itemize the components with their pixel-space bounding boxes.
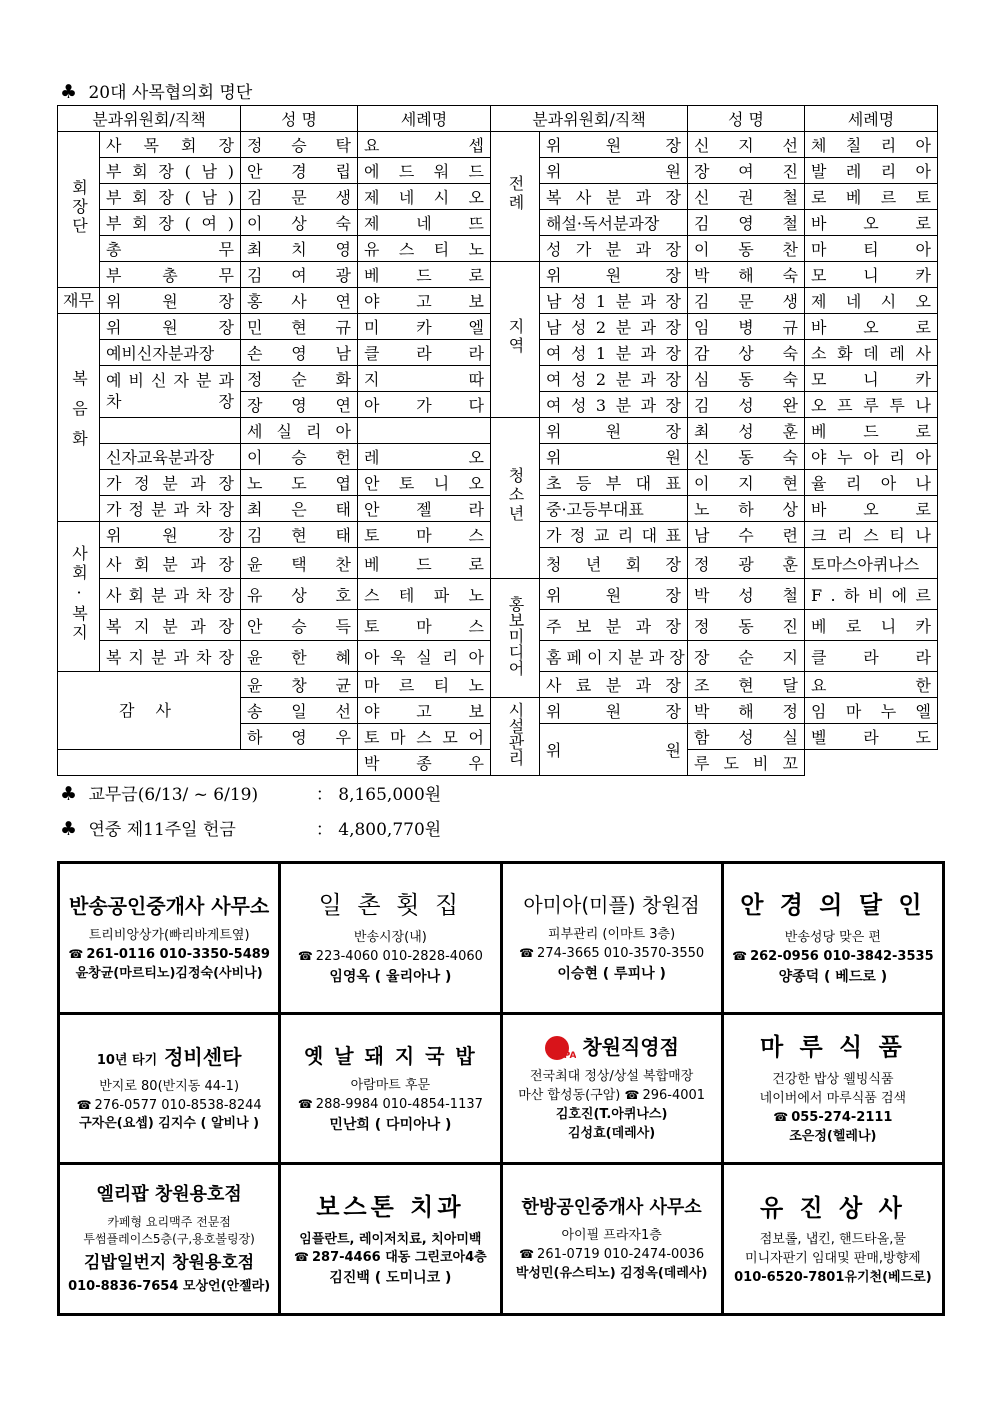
- role: [100, 418, 241, 444]
- ad-person: 임영옥 ( 율리아나 ): [329, 968, 452, 985]
- group-bogeumhwa: 복음화: [58, 314, 100, 522]
- table-row: [58, 262, 938, 288]
- group-sahoe-bokji: 사회·복지: [58, 522, 100, 672]
- ad-name: 일 촌 횟 집: [318, 891, 463, 920]
- baptismal-name: 안 토 니 오: [358, 470, 491, 496]
- name: 신 지 선: [688, 132, 805, 158]
- roster-title-text: 20대 사목협의회 명단: [88, 83, 253, 103]
- name: 노 하 상: [688, 496, 805, 522]
- baptismal-name: 오 프 루 투 나: [805, 392, 938, 418]
- role: 위 원 장: [100, 314, 241, 340]
- baptismal-name: 베 드 로: [805, 418, 938, 444]
- name: 김 현 태: [241, 522, 358, 548]
- ad-person: 양종덕 ( 베드로 ): [778, 968, 888, 985]
- name: 이 동 찬: [688, 236, 805, 262]
- baptismal-name: 마 르 티 노: [358, 672, 491, 698]
- ad-phone: 261-0116 010-3350-5489: [86, 946, 270, 962]
- role: 사 료 분 과 장: [540, 672, 688, 698]
- baptismal-name: [358, 418, 491, 444]
- baptismal-name: 야 고 보: [358, 288, 491, 314]
- ad-line: 피부관리 (이마트 3층): [548, 927, 676, 943]
- baptismal-name: 베 드 로: [358, 548, 491, 579]
- name: 홍 사 연: [241, 288, 358, 314]
- name: 박 종 우: [358, 750, 491, 776]
- name: 윤 택 찬: [241, 548, 358, 579]
- ad-line: 임플란트, 레이저치료, 치아미백: [299, 1231, 482, 1247]
- role: 가 정 교 리 대 표: [540, 522, 688, 548]
- name: 조 현 달: [688, 672, 805, 698]
- name: 심 동 숙: [688, 366, 805, 392]
- name: 김 영 철: [688, 210, 805, 236]
- baptismal-name: 임 마 누 엘: [805, 698, 938, 724]
- ad-name: 옛 날 돼 지 국 밥: [304, 1044, 477, 1068]
- ad-person: 김성효(데레사): [568, 1125, 656, 1141]
- role: 위 원 장: [100, 522, 241, 548]
- ad-phone: 274-3665 010-3570-3550: [537, 946, 705, 962]
- finance-value: ： 8,165,000원: [315, 785, 442, 805]
- ad-line: 마산 합성동(구암): [518, 1088, 621, 1104]
- col-header: 성 명: [688, 106, 805, 132]
- baptismal-name: 유 스 티 노: [358, 236, 491, 262]
- baptismal-name: 바 오 로: [805, 496, 938, 522]
- baptismal-name: 레 오: [358, 444, 491, 470]
- role: 가 정 분 과 장: [100, 470, 241, 496]
- baptismal-name: 마 티 아: [805, 236, 938, 262]
- ad-phone: 296-4001: [642, 1088, 706, 1104]
- name: 최 치 영: [241, 236, 358, 262]
- role: 총 무: [100, 236, 241, 262]
- role: 부 회 장 ( 남 ): [100, 158, 241, 184]
- baptismal-name: 모 니 카: [805, 366, 938, 392]
- name: 정 광 훈: [688, 548, 805, 579]
- ad-box: [60, 1015, 278, 1163]
- role: 위 원: [540, 724, 688, 776]
- name: 세 실 리 아: [241, 418, 358, 444]
- role: 위 원 장: [540, 262, 688, 288]
- ad-subname: 김밥일번지 창원용호점: [84, 1252, 255, 1273]
- ad-name: 안 경 의 달 인: [740, 890, 926, 920]
- name: 신 동 숙: [688, 444, 805, 470]
- ad-name-prefix: 10년 타기: [96, 1052, 158, 1068]
- ad-line: 아이필 프라자1층: [561, 1227, 662, 1243]
- phone-icon: ☎: [519, 1246, 535, 1261]
- baptismal-name: 요 셉: [358, 132, 491, 158]
- ad-person: 이승현 ( 루피나 ): [557, 966, 666, 983]
- col-header: 세례명: [358, 106, 491, 132]
- ad-box: [281, 864, 499, 1012]
- phone-icon: ☎: [624, 1088, 640, 1103]
- phone-icon: ☎: [297, 949, 313, 964]
- group-jiyeok: 지역: [491, 262, 540, 418]
- name: 하 영 우: [241, 724, 358, 750]
- name: 장 여 진: [688, 158, 805, 184]
- role: 여 성 2 분 과 장: [540, 366, 688, 392]
- role: 부 회 장 ( 남 ): [100, 184, 241, 210]
- ad-person: 윤창균(마르티노)김정숙(사비나): [75, 965, 263, 981]
- phone-icon: ☎: [294, 1250, 309, 1265]
- ad-person: 010-8836-7654 모상언(안젤라): [68, 1278, 271, 1294]
- club-suit-icon: ♣: [60, 783, 78, 805]
- col-header: 분과위원회/직책: [491, 106, 688, 132]
- role: 복 사 분 과 장: [540, 184, 688, 210]
- baptismal-name: 체 칠 리 아: [805, 132, 938, 158]
- name: 감 상 숙: [688, 340, 805, 366]
- ad-line: 카페형 요리맥주 전문점: [107, 1215, 231, 1230]
- ad-grid: [57, 861, 945, 1316]
- role: 중·고등부대표: [540, 496, 688, 522]
- ad-name: 마 루 식 품: [759, 1032, 906, 1062]
- name: 정 동 진: [688, 610, 805, 641]
- role: 위 원: [540, 444, 688, 470]
- ad-line: 반지로 80(반지동 44-1): [99, 1078, 240, 1094]
- name: 안 승 득: [241, 610, 358, 641]
- role: 성 가 분 과 장: [540, 236, 688, 262]
- name: 최 성 훈: [688, 418, 805, 444]
- baptismal-name: 발 레 리 아: [805, 158, 938, 184]
- name: 이 상 숙: [241, 210, 358, 236]
- empty-cell: [58, 750, 358, 776]
- finance-label: 연중 제11주일 헌금: [88, 820, 236, 840]
- baptismal-name: 요 한: [805, 672, 938, 698]
- phone-icon: ☎: [68, 946, 84, 961]
- ad-phone: 055-274-2111: [791, 1109, 893, 1125]
- col-header: 세례명: [805, 106, 938, 132]
- name: 민 현 규: [241, 314, 358, 340]
- baptismal-name: 토 마 스: [358, 610, 491, 641]
- ad-person: 김진백 ( 도미니코 ): [329, 1270, 452, 1287]
- nepa-logo-icon: [544, 1035, 576, 1061]
- phone-icon: ☎: [732, 949, 748, 964]
- ad-phone: 276-0577 010-8538-8244: [94, 1097, 262, 1113]
- baptismal-name: 야 누 아 리 아: [805, 444, 938, 470]
- group-jaemu: 재무: [58, 288, 100, 314]
- finance-line-2: [60, 815, 441, 840]
- baptismal-name: 아 욱 실 리 아: [358, 641, 491, 672]
- ad-line: 건강한 밥상 웰빙식품: [772, 1072, 894, 1088]
- baptismal-name: 베 로 니 카: [805, 610, 938, 641]
- baptismal-name: 안 젤 라: [358, 496, 491, 522]
- club-suit-icon: ♣: [60, 818, 78, 840]
- ad-person: 구자은(요셉) 김지수 ( 알비나 ): [79, 1116, 260, 1132]
- phone-icon: ☎: [76, 1097, 92, 1112]
- ad-box: [503, 1165, 721, 1313]
- table-row: [58, 418, 938, 444]
- finance-label: 교무금(6/13/ ~ 6/19): [88, 785, 259, 805]
- baptismal-name: 모 니 카: [805, 262, 938, 288]
- name: 김 여 광: [241, 262, 358, 288]
- baptismal-name: 제 네 시 오: [805, 288, 938, 314]
- name: 장 영 연: [241, 392, 358, 418]
- name: 송 일 선: [241, 698, 358, 724]
- name: 남 수 련: [688, 522, 805, 548]
- role: 복 지 분 과 장: [100, 610, 241, 641]
- baptismal-name: 율 리 아 나: [805, 470, 938, 496]
- ad-name: 아미아(미플) 창원점: [523, 893, 700, 918]
- name: 김 성 완: [688, 392, 805, 418]
- baptismal-name: 에 드 워 드: [358, 158, 491, 184]
- ad-name: 한방공인중개사 사무소: [521, 1196, 702, 1218]
- baptismal-name: 토 마 스 모 어: [358, 724, 491, 750]
- baptismal-name: 크 리 스 티 나: [805, 522, 938, 548]
- baptismal-name: 스 테 파 노: [358, 579, 491, 610]
- ad-box: [724, 1165, 942, 1313]
- role: 위 원 장: [540, 418, 688, 444]
- finance-line-1: [60, 780, 441, 805]
- ad-name: 유 진 상 사: [759, 1193, 906, 1222]
- ad-phone: 287-4466 대동 그린코아4층: [311, 1250, 487, 1266]
- name: 윤 창 균: [241, 672, 358, 698]
- baptismal-name: 벨 라 도: [805, 724, 938, 750]
- baptismal-name: 바 오 로: [805, 314, 938, 340]
- role: 여 성 1 분 과 장: [540, 340, 688, 366]
- ad-line: 점보롤, 냅킨, 핸드타올,물: [759, 1232, 906, 1248]
- ad-phone: 262-0956 010-3842-3535: [750, 949, 934, 965]
- ad-name: 창원직영점: [582, 1035, 679, 1060]
- baptismal-name: F . 하 비 에 르: [805, 579, 938, 610]
- role: 예비신자분과장: [100, 340, 241, 366]
- nepa-logo-text: NEPA: [550, 1050, 577, 1061]
- baptismal-name: 소 화 데 레 사: [805, 340, 938, 366]
- baptismal-name: 제 네 시 오: [358, 184, 491, 210]
- table-header-row: [58, 106, 938, 132]
- club-suit-icon: ♣: [60, 81, 78, 103]
- role: 남 성 2 분 과 장: [540, 314, 688, 340]
- role: 청 년 회 장: [540, 548, 688, 579]
- ad-box: [60, 1165, 278, 1313]
- ad-person: 010-6520-7801유기천(베드로): [734, 1269, 932, 1285]
- name: 신 권 철: [688, 184, 805, 210]
- phone-icon: ☎: [773, 1109, 789, 1124]
- role: 사 회 분 과 장: [100, 548, 241, 579]
- roster-title: [60, 78, 252, 103]
- baptismal-name: 클 라 라: [805, 641, 938, 672]
- role: 가 정 분 과 차 장: [100, 496, 241, 522]
- name: 박 해 숙: [688, 262, 805, 288]
- baptismal-name: 클 라 라: [358, 340, 491, 366]
- name: 임 병 규: [688, 314, 805, 340]
- baptismal-name: 지 따: [358, 366, 491, 392]
- name: 박 해 정: [688, 698, 805, 724]
- name: 김 문 생: [688, 288, 805, 314]
- role: 위 원 장: [100, 288, 241, 314]
- name: 최 은 태: [241, 496, 358, 522]
- name: 이 지 현: [688, 470, 805, 496]
- role: 사 회 분 과 차 장: [100, 579, 241, 610]
- ad-phone: 288-9984 010-4854-1137: [315, 1096, 483, 1112]
- table-row: [58, 579, 938, 610]
- name: 정 순 화: [241, 366, 358, 392]
- role: 위 원 장: [540, 132, 688, 158]
- group-hongbo-media: 홍보미디어: [491, 579, 540, 698]
- ad-line: 투썸플레이스5층(구,용호볼링장): [83, 1232, 255, 1247]
- ad-person: 조은정(헬레나): [789, 1128, 877, 1144]
- ad-box: [503, 864, 721, 1012]
- name: 안 경 립: [241, 158, 358, 184]
- ad-box: [724, 1015, 942, 1163]
- col-header: 성 명: [241, 106, 358, 132]
- group-jeonrye: 전례: [491, 132, 540, 262]
- ad-box: [503, 1015, 721, 1163]
- role: 여 성 3 분 과 장: [540, 392, 688, 418]
- name: 유 상 호: [241, 579, 358, 610]
- phone-icon: ☎: [297, 1096, 313, 1111]
- group-gamsa: 감 사: [58, 672, 241, 750]
- ad-line: 아람마트 후문: [350, 1078, 431, 1093]
- phone-icon: ☎: [519, 946, 535, 961]
- ad-box: [724, 864, 942, 1012]
- baptismal-name: 바 오 로: [805, 210, 938, 236]
- baptismal-name: 미 카 엘: [358, 314, 491, 340]
- baptismal-name: 베 드 로: [358, 262, 491, 288]
- role: 위 원: [540, 158, 688, 184]
- role: 초 등 부 대 표: [540, 470, 688, 496]
- baptismal-name: 야 고 보: [358, 698, 491, 724]
- ad-line: 네이버에서 마루식품 검색: [759, 1091, 907, 1107]
- ad-phone: 261-0719 010-2474-0036: [537, 1246, 705, 1262]
- ad-name: 반송공인중개사 사무소: [69, 894, 270, 919]
- col-header: 분과위원회/직책: [58, 106, 241, 132]
- ad-box: [281, 1015, 499, 1163]
- role: 사 목 회 장: [100, 132, 241, 158]
- ad-box: [281, 1165, 499, 1313]
- role: 복 지 분 과 차 장: [100, 641, 241, 672]
- name: 정 승 탁: [241, 132, 358, 158]
- name: 박 성 철: [688, 579, 805, 610]
- role: 해설·독서분과장: [540, 210, 688, 236]
- ad-person: 김호진(T.아퀴나스): [555, 1106, 668, 1122]
- ad-line: 반송성당 맞은 편: [784, 930, 881, 946]
- ad-phone: 223-4060 010-2828-4060: [315, 949, 483, 965]
- name: 윤 한 혜: [241, 641, 358, 672]
- name: 손 영 남: [241, 340, 358, 366]
- group-siseol: 시설관리: [491, 698, 540, 776]
- role: 부 총 무: [100, 262, 241, 288]
- ad-name: 보스톤 치과: [316, 1192, 465, 1221]
- role: 신자교육분과장: [100, 444, 241, 470]
- name: 노 도 엽: [241, 470, 358, 496]
- role: 주 보 분 과 장: [540, 610, 688, 641]
- ad-line: 전국최대 정상/상설 복합매장: [529, 1069, 694, 1085]
- roster-table: [57, 105, 938, 776]
- ad-person: 박성민(유스티노) 김정옥(데레사): [515, 1265, 708, 1281]
- ad-person: 민난희 ( 다미아나 ): [329, 1116, 452, 1133]
- baptismal-name: 로 베 르 토: [805, 184, 938, 210]
- role: 홈 페 이 지 분 과 장: [540, 641, 688, 672]
- name: 이 승 헌: [241, 444, 358, 470]
- baptismal-name: 토마스아퀴나스: [805, 548, 938, 579]
- group-cheongsonyeon: 청소년: [491, 418, 540, 579]
- ad-line: 트리비앙상가(빠리바게트옆): [88, 928, 250, 944]
- role: 위 원 장: [540, 579, 688, 610]
- group-hoejangdan: 회장단: [58, 132, 100, 288]
- baptismal-name: 아 가 다: [358, 392, 491, 418]
- ad-box: [60, 864, 278, 1012]
- name: 장 순 지: [688, 641, 805, 672]
- ad-name: 정비센타: [164, 1044, 242, 1069]
- baptismal-name: 토 마 스: [358, 522, 491, 548]
- ad-name: 엘리팝 창원용호점: [96, 1183, 242, 1205]
- ad-line: 반송시장(내): [353, 930, 427, 946]
- ad-line: 미니자판기 임대및 판매,방향제: [745, 1251, 921, 1267]
- name: 함 성 실: [688, 724, 805, 750]
- role: 남 성 1 분 과 장: [540, 288, 688, 314]
- role: 예 비 신 자 분 과 차 장: [100, 366, 241, 418]
- name: 김 문 생: [241, 184, 358, 210]
- finance-value: ： 4,800,770원: [315, 820, 442, 840]
- role: 위 원 장: [540, 698, 688, 724]
- table-row: [58, 132, 938, 158]
- baptismal-name: 제 네 뜨: [358, 210, 491, 236]
- role: 부 회 장 ( 여 ): [100, 210, 241, 236]
- baptismal-name: 루 도 비 꼬: [688, 750, 805, 776]
